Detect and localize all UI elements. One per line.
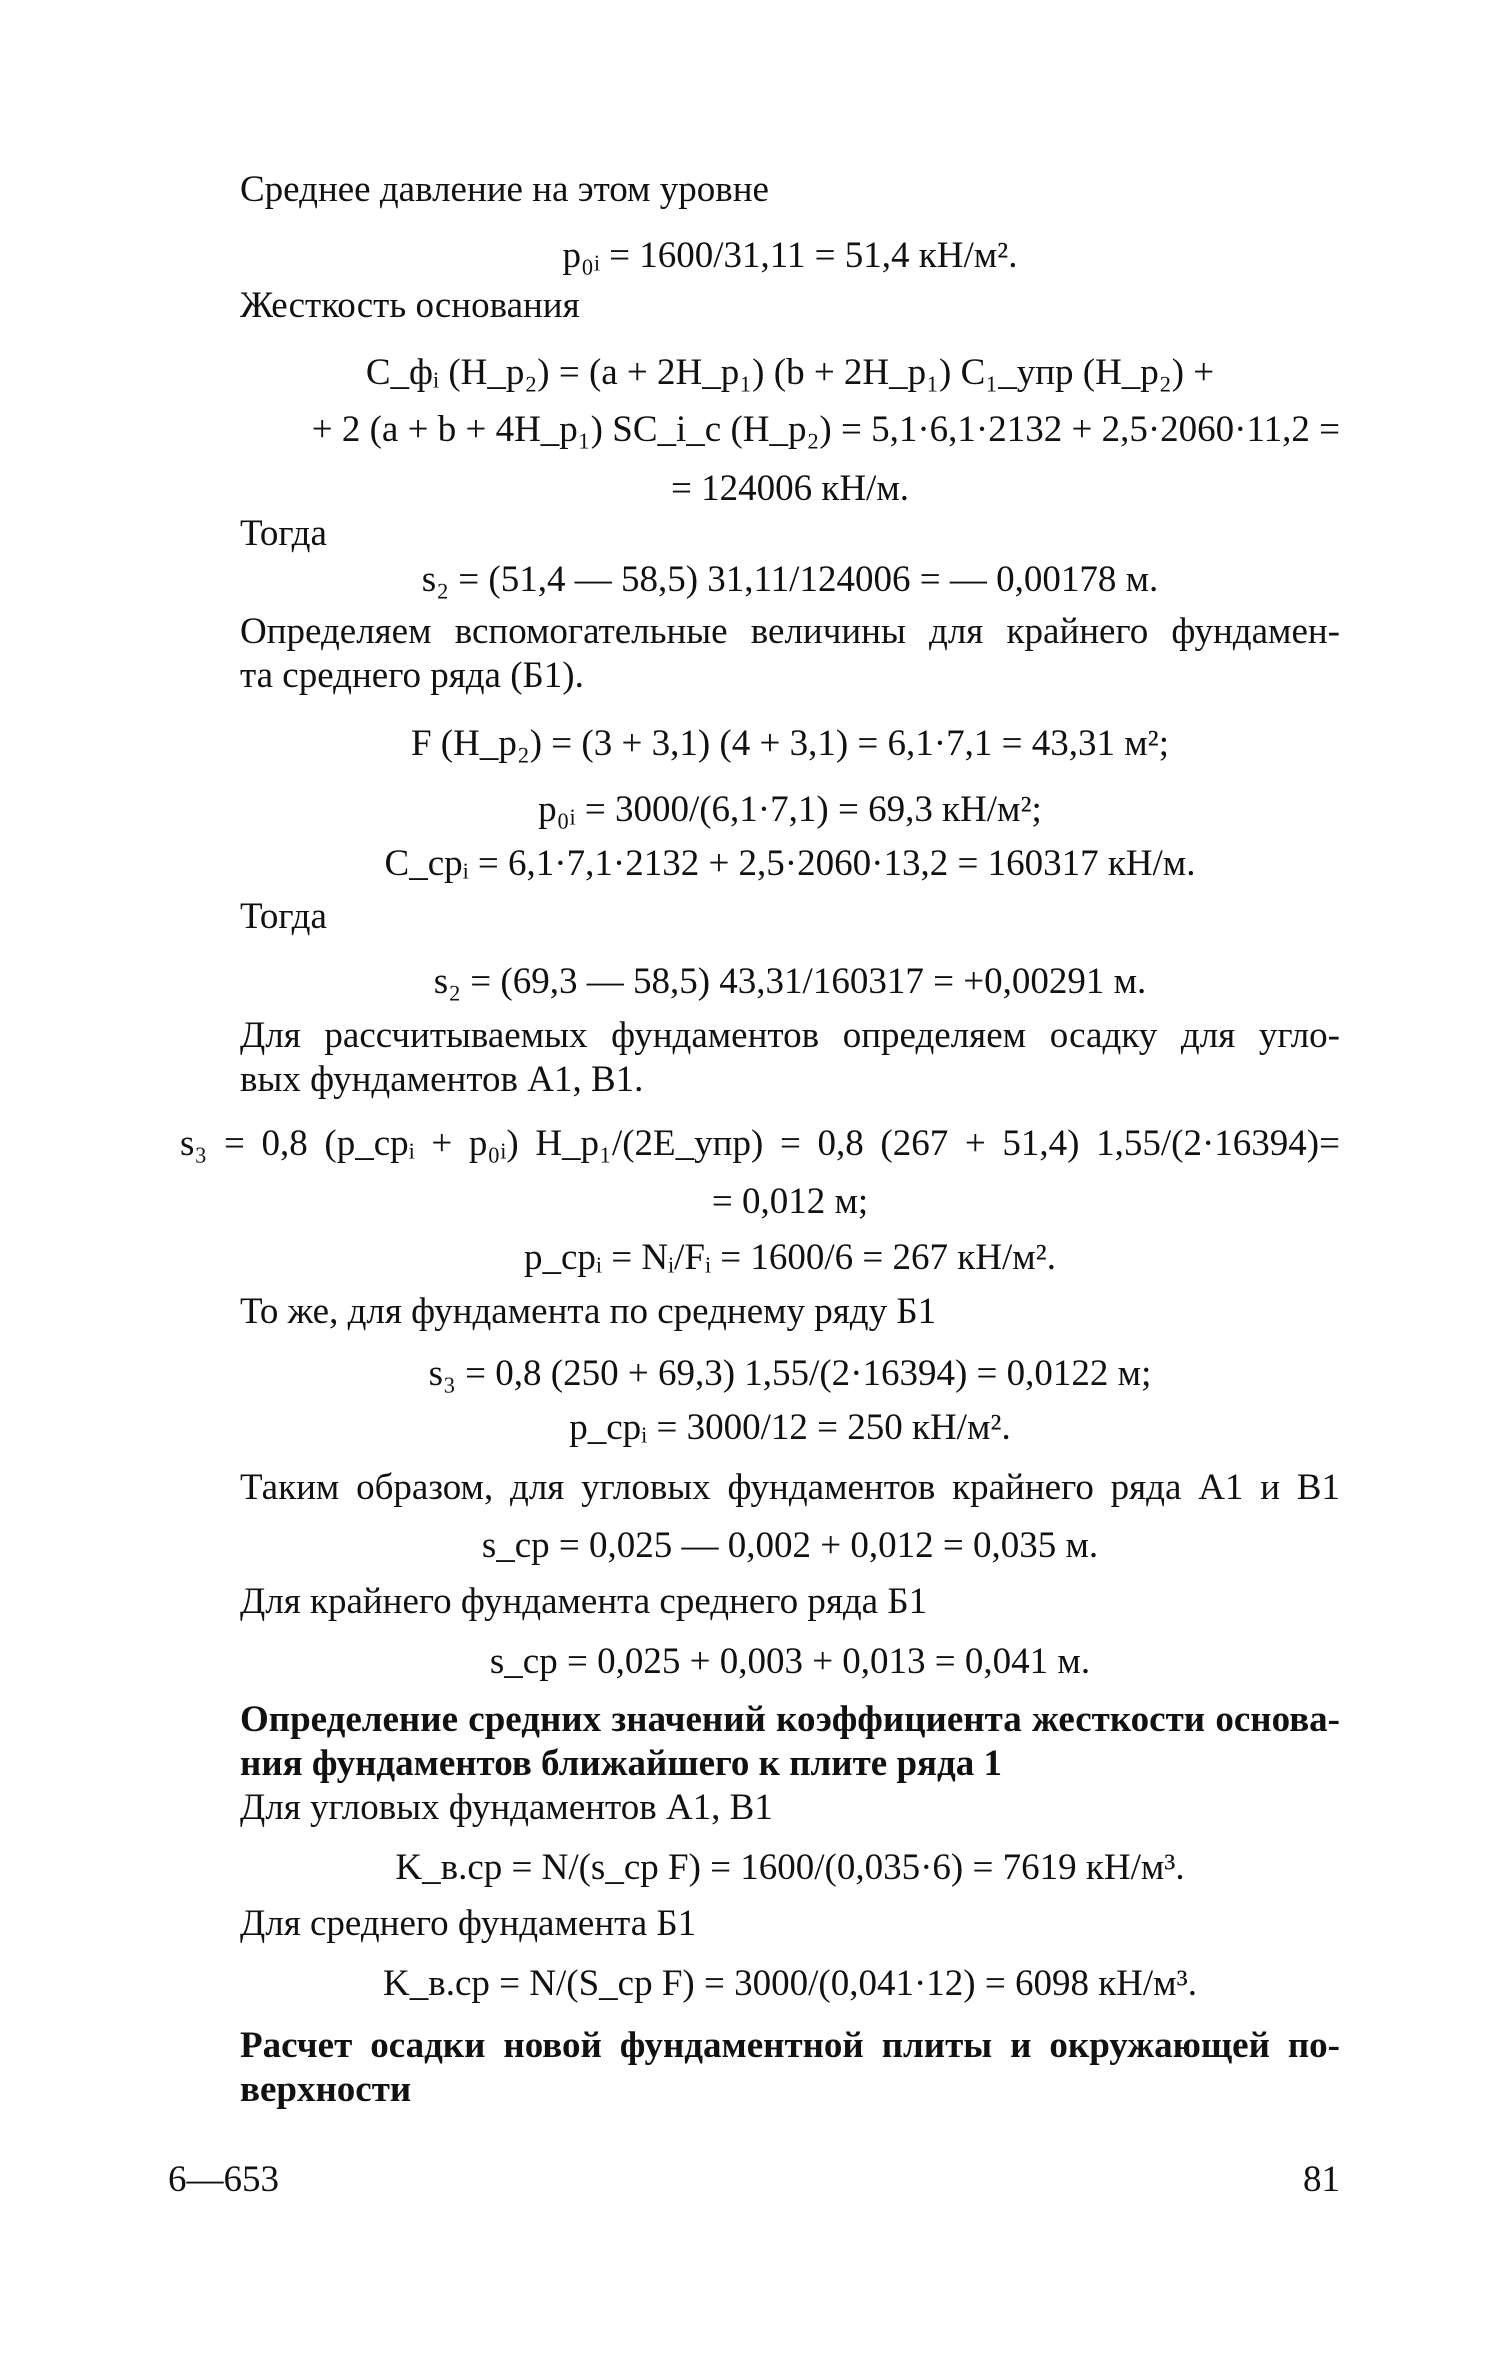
formula-line-19: = 0,012 м; [711,1181,869,1222]
text-line-21: То же, для фундамента по среднему ряду Б1 [240,1291,937,1332]
formula-line-27: s_ср = 0,025 + 0,003 + 0,013 = 0,041 м. [489,1641,1091,1682]
formula-line-22: s₃ = 0,8 (250 + 69,3) 1,55/(2·16394) = 0,0122 м; [428,1353,1152,1394]
text-line-10: та среднего ряда (Б1). [240,655,584,696]
printer-signature: 6—653 [168,2159,279,2200]
formula-line-33: K_в.ср = N/(S_ср F) = 3000/(0,041·12) = 6098 кН/м³. [383,1963,1197,2004]
formula-line-5: + 2 (a + b + 4H_р₁) SC_i_с (H_р₂) = 5,1·6,1·2132 + 2,5·2060·11,2 = [311,409,1340,450]
text-line-16: Для рассчитываемых фундаментов определяем осадку для угло- [240,1015,1340,1056]
heading-line-28: Определение средних значений коэффициента жесткости основа- [240,1699,1340,1740]
formula-line-15: s₂ = (69,3 — 58,5) 43,31/160317 = +0,00291 м. [433,961,1147,1002]
text-line-14: Тогда [240,896,327,937]
formula-line-11: F (H_р₂) = (3 + 3,1) (4 + 3,1) = 6,1·7,1 = 43,31 м²; [410,723,1170,764]
text-line-1: Среднее давление на этом уровне [240,169,769,210]
text-line-32: Для среднего фундамента Б1 [240,1903,697,1944]
text-line-3: Жесткость основания [240,285,580,326]
text-line-30: Для угловых фундаментов А1, В1 [240,1787,773,1828]
formula-line-31: K_в.ср = N/(s_ср F) = 1600/(0,035·6) = 7619 кН/м³. [395,1847,1185,1888]
formula-line-13: C_срᵢ = 6,1·7,1·2132 + 2,5·2060·13,2 = 160317 кН/м. [384,843,1196,884]
formula-line-18: s₃ = 0,8 (p_срᵢ + p₀ᵢ) H_р₁/(2E_упр) = 0,8 (267 + 51,4) 1,55/(2·16394)= [180,1123,1340,1164]
heading-line-35: верхности [240,2069,412,2110]
formula-line-23: p_срᵢ = 3000/12 = 250 кН/м². [569,1407,1011,1448]
page-number: 81 [1303,2159,1340,2200]
formula-line-12: p₀ᵢ = 3000/(6,1·7,1) = 69,3 кН/м²; [538,789,1042,830]
formula-line-20: p_срᵢ = Nᵢ/Fᵢ = 1600/6 = 267 кН/м². [523,1237,1057,1278]
text-line-9: Определяем вспомогательные величины для крайнего фундамен- [240,611,1340,652]
text-line-26: Для крайнего фундамента среднего ряда Б1 [240,1581,928,1622]
text-line-7: Тогда [240,513,327,554]
text-line-24: Таким образом, для угловых фундаментов крайнего ряда А1 и В1 [240,1467,1340,1508]
formula-line-2: p₀ᵢ = 1600/31,11 = 51,4 кН/м². [562,235,1018,276]
formula-line-6: = 124006 кН/м. [670,468,909,509]
text-line-17: вых фундаментов А1, В1. [240,1059,644,1100]
heading-line-34: Расчет осадки новой фундаментной плиты и окружающей по- [240,2025,1340,2066]
formula-line-4: C_фᵢ (H_р₂) = (a + 2H_р₁) (b + 2H_р₁) C₁_упр (H_р₂) + [365,352,1215,393]
heading-line-29: ния фундаментов ближайшего к плите ряда 1 [240,1743,1003,1784]
formula-line-8: s₂ = (51,4 — 58,5) 31,11/124006 = — 0,00178 м. [421,559,1159,600]
formula-line-25: s_ср = 0,025 — 0,002 + 0,012 = 0,035 м. [481,1525,1099,1566]
